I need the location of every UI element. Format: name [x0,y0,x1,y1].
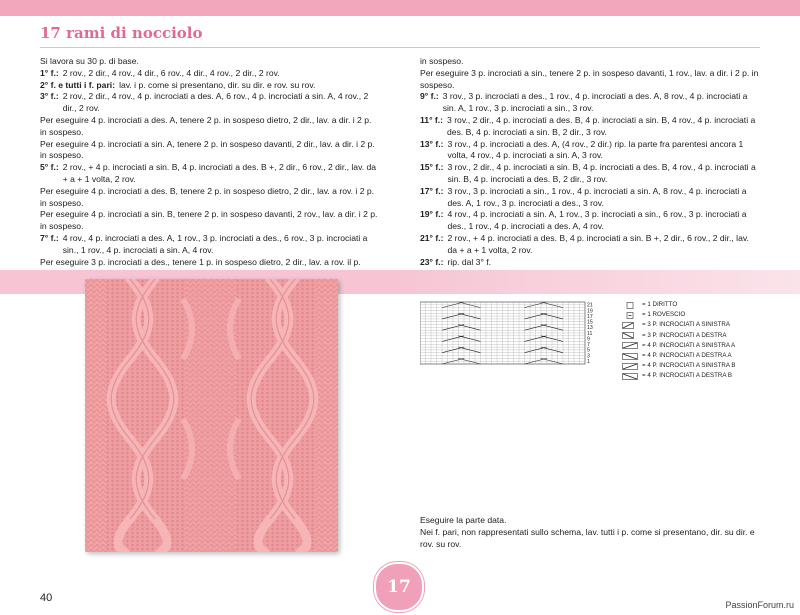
row-label: 3° f.: [40,91,59,102]
row-text: Per eseguire 4 p. incrociati a des. B, tenere 2 p. in sospeso dietro, 2 dir., lav. a rov. i 2 p. in sospeso. [40,185,375,208]
legend-label: = 1 DIRITTO [642,301,678,308]
legend-item [622,361,735,371]
chart-row-number: 3 [587,353,590,360]
legend-item [622,331,735,341]
top-color-band [0,0,800,16]
cross-4-left-b-icon [622,363,638,370]
row-label: 9° f.: [420,91,439,102]
row-label: 19° f.: [420,209,444,220]
legend-item [622,320,735,330]
instruction-row [420,115,760,139]
instruction-row [40,162,380,186]
instruction-row [40,115,380,139]
watermark-text: PassionForum.ru [725,600,794,610]
cross-4-right-b-icon [622,373,638,380]
instruction-row [420,56,760,68]
row-label: 17° f.: [420,185,444,196]
cross-4-right-a-icon [622,353,638,360]
row-label: 7° f.: [40,232,59,243]
legend-label: = 4 P. INCROCIATI A DESTRA A [642,352,732,360]
swatch-illustration [85,279,338,552]
footer-note-2: Nei f. pari, non rappresentati sullo schema, lav. tutti i p. come si presentano, dir. su dir. e rov. su rov. [420,526,755,549]
purl-symbol-icon [622,312,638,319]
cross-3-left-icon [622,322,638,329]
knitting-chart [420,301,600,365]
legend-label: = 1 ROVESCIO [642,311,686,319]
instruction-row [420,68,760,92]
row-text: 3 rov., 3 p. incrociati a des., 1 rov., 4 p. incrociati a des. A, 8 rov., 4 p. incrociati a sin. A, 1 rov., 3 p. incrociati a sin., 3 rov. [442,91,748,114]
right-rows [420,56,760,268]
row-text: 4 rov., 4 p. incrociati a des. A, 1 rov., 3 p. incrociati a des., 6 rov., 3 p. incrociati a sin., 1 rov., 4 p. incrociati a sin. A, 4 rov. [62,232,368,255]
row-label: 2° f. e tutti i f. pari: [40,79,116,90]
instruction-row [420,257,760,269]
chart-row-number: 1 [587,358,590,365]
instruction-row [40,68,380,80]
chart-row-number: 11 [587,330,593,337]
row-text: 4 rov., 4 p. incrociati a sin. A, 1 rov., 3 p. incrociati a sin., 6 rov., 3 p. incrociati a des., 1 rov., 4 p. incrociati a des. A, 4 rov. [447,209,747,232]
row-text: 2 rov., 2 dir., 4 rov., 4 p. incrociati a des. A, 6 rov., 4 p. incrociati a sin. A, 4 rov., 2 dir., 2 rov. [62,91,369,114]
row-text: Per eseguire 3 p. incrociati a des., tenere 1 p. in sospeso dietro, 2 dir., lav. a rov. il p. [40,256,361,267]
row-label: 15° f.: [420,162,444,173]
legend-label: = 4 P. INCROCIATI A SINISTRA B [642,362,736,370]
chart-grid [420,301,600,365]
row-text: 3 rov., 4 p. incrociati a des. A, (4 rov., 2 dir.) rip. la parte fra parentesi ancora 1 volta, 4 rov., 4 p. incrociati a sin. A, 3 rov. [447,138,744,161]
chart-row-number: 19 [587,308,593,315]
row-text: 2 rov., + 4 p. incrociati a des. B, 4 p. incrociati a sin. B +, 2 dir., 6 rov., 2 dir., lav. da + a + 1 volta, 2 rov. [447,232,749,255]
row-text: Per eseguire 4 p. incrociati a sin. A, tenere 2 p. in sospeso davanti, 2 dir., lav. a dir. i 2 p. in sospeso. [40,138,375,161]
row-text: 2 rov., + 4 p. incrociati a sin. B, 4 p. incrociati a des. B +, 2 dir., 6 rov., 2 dir., lav. da + a + 1 volta, 2 rov. [62,162,377,184]
instruction-row [40,80,380,92]
legend-item [622,300,735,310]
chart-row-number: 13 [587,325,593,332]
row-text: Per eseguire 4 p. incrociati a sin. B, tenere 2 p. in sospeso davanti, 2 rov., lav. a dir. i 2 p. in sospeso. [40,209,378,232]
instruction-row [420,91,760,115]
row-text: 3 rov., 2 dir., 4 p. incrociati a des. B, 4 p. incrociati a sin. B, 4 rov., 4 p. incrociati a des. B, 4 p. incrociati a sin. B, 2 dir., 3 rov. [447,114,756,137]
chart-row-number: 15 [587,319,593,326]
row-text: Per eseguire 3 p. incrociati a sin., tenere 2 p. in sospeso davanti, 1 rov., lav. a dir. i 2 p. in sospeso. [420,67,759,90]
row-label: 21° f.: [420,232,444,243]
chart-row-number: 17 [587,313,593,320]
row-text: in sospeso. [420,56,464,66]
row-text: 3 rov., 3 p. incrociati a sin., 1 rov., 4 p. incrociati a sin. A, 8 rov., 4 p. incrociati a des. A, 1 rov., 3 p. incrociati a des., 3 rov. [447,185,747,208]
chart-row-number: 21 [587,302,593,309]
chart-row-number: 9 [587,336,590,343]
intro-text: Si lavora su 30 p. di base. [40,56,139,66]
cross-3-right-icon [622,332,638,339]
page-number: 40 [40,592,53,604]
title-divider [40,47,760,48]
instruction-row [40,186,380,210]
pattern-number-badge: 17 [374,562,424,612]
legend-label: = 3 P. INCROCIATI A DESTRA [642,331,727,339]
row-label: 5° f.: [40,162,59,173]
chart-row-number: 7 [587,342,590,349]
instruction-row [420,162,760,186]
pink-strip-fade [382,270,800,294]
instruction-row [420,233,760,257]
instructions-right-column [420,56,760,268]
instruction-row [40,257,380,269]
knitted-swatch-photo [85,279,338,552]
instruction-row [40,233,380,257]
legend-label: = 4 P. INCROCIATI A SINISTRA A [642,341,736,349]
instruction-row [420,186,760,210]
row-text: 2 rov., 2 dir., 4 rov., 4 dir., 6 rov., 4 dir., 4 rov., 2 dir., 2 rov. [62,67,280,78]
legend-label: = 4 P. INCROCIATI A DESTRA B [642,372,733,380]
row-text: rip. dal 3° f. [447,256,492,267]
instruction-row [40,91,380,115]
cross-4-left-a-icon [622,342,638,349]
row-label: 13° f.: [420,138,444,149]
row-text: lav. i p. come si presentano, dir. su dir. e rov. su rov. [119,79,316,90]
legend-item [622,371,735,381]
legend-item [622,310,735,320]
page-title: 17 rami di nocciolo [40,24,203,42]
row-label: 11° f.: [420,114,444,125]
legend-item [622,351,735,361]
chart-row-number: 5 [587,347,590,354]
left-rows [40,68,380,269]
footer-notes [420,515,765,550]
knit-symbol-icon [622,302,638,309]
instruction-row [420,139,760,163]
instruction-row [420,209,760,233]
instruction-row [40,139,380,163]
row-label: 1° f.: [40,67,59,78]
legend-label: = 3 P. INCROCIATI A SINISTRA [642,321,730,329]
footer-note-1: Eseguire la parte data. [420,515,507,525]
chart-legend [622,300,735,382]
legend-item [622,341,735,351]
row-text: Per eseguire 4 p. incrociati a des. A, tenere 2 p. in sospeso dietro, 2 dir., lav. a dir. i 2 p. in sospeso. [40,114,372,137]
row-text: 3 rov., 2 dir., 4 p. incrociati a sin. B, 4 p. incrociati a des. B, 4 rov., 4 p. incrociati a sin. B, 4 p. incrociati a des. B, 2 dir., 3 rov. [447,162,756,184]
row-label: 23° f.: [420,256,444,267]
instructions-left-column [40,56,380,268]
instruction-row [40,209,380,233]
